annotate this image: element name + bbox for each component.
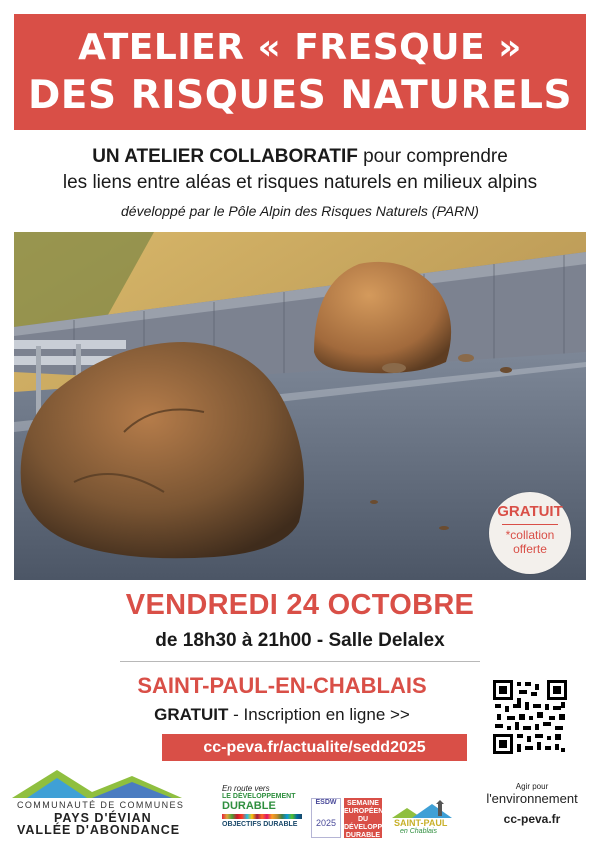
- esdw-top: ESDW: [315, 799, 337, 806]
- saint-paul-logo: [392, 800, 464, 840]
- signup-text: - Inscription en ligne >>: [228, 705, 410, 724]
- subtitle-bold: UN ATELIER COLLABORATIF: [92, 146, 358, 167]
- qr-code[interactable]: [493, 680, 567, 754]
- title-line-1: ATELIER « FRESQUE »: [78, 27, 522, 68]
- saint-paul-name: SAINT-PAUL: [394, 818, 448, 828]
- odd-line-4: OBJECTIFS DURABLE: [222, 821, 298, 828]
- badge-divider: [502, 524, 558, 525]
- subtitle-line-2: les liens entre aléas et risques naturels en milieux alpins: [62, 172, 538, 193]
- cc-name-2: VALLÉE D'ABONDANCE: [17, 823, 181, 837]
- event-place: SAINT-PAUL-EN-CHABLAIS: [137, 673, 427, 698]
- saint-paul-sub: en Chablais: [400, 828, 437, 835]
- agir-url[interactable]: cc-peva.fr: [503, 812, 561, 826]
- title-line-2: DES RISQUES NATURELS: [27, 73, 573, 118]
- subtitle-rest: pour comprendre: [357, 146, 508, 167]
- badge-snack: *collation offerte: [505, 528, 555, 556]
- cc-peva-logo: [12, 770, 212, 840]
- cc-name-1: PAYS D'ÉVIAN: [54, 811, 152, 825]
- agir-logo: [470, 782, 594, 826]
- odd-logo: [222, 784, 302, 842]
- divider: [120, 661, 480, 662]
- agir-line-1: Agir pour: [515, 782, 549, 791]
- badge-free: GRATUIT: [497, 503, 563, 520]
- partner-logos-footer: [0, 770, 600, 849]
- signup-url[interactable]: cc-peva.fr/actualite/sedd2025: [162, 734, 467, 761]
- mountain-logo-icon: [12, 770, 212, 800]
- village-icon: [392, 800, 462, 818]
- title-banner: [14, 14, 586, 130]
- event-date: VENDREDI 24 OCTOBRE: [125, 589, 475, 621]
- signup-free: GRATUIT: [154, 705, 229, 724]
- esdw-logo: [311, 798, 341, 838]
- odd-line-3: DURABLE: [222, 800, 276, 812]
- odd-line-2: LE DÉVELOPPEMENT: [222, 793, 296, 800]
- semaine-logo: SEMAINE EUROPÉENNE DU DÉVELOPPEMENT DURABLE: [344, 800, 407, 839]
- subtitle-line-1: [0, 146, 600, 168]
- free-badge: [489, 492, 571, 574]
- sdg-color-bar: [222, 814, 302, 819]
- agir-line-2: l'environnement: [486, 791, 578, 806]
- esdw-year: 2025: [315, 818, 337, 828]
- event-time: de 18h30 à 21h00 - Salle Delalex: [155, 630, 445, 651]
- cc-small-text: COMMUNAUTÉ DE COMMUNES: [17, 800, 185, 810]
- subtitle-credit: développé par le Pôle Alpin des Risques Naturels (PARN): [121, 203, 479, 219]
- signup-line: [82, 705, 482, 725]
- odd-line-1: En route vers: [222, 784, 270, 793]
